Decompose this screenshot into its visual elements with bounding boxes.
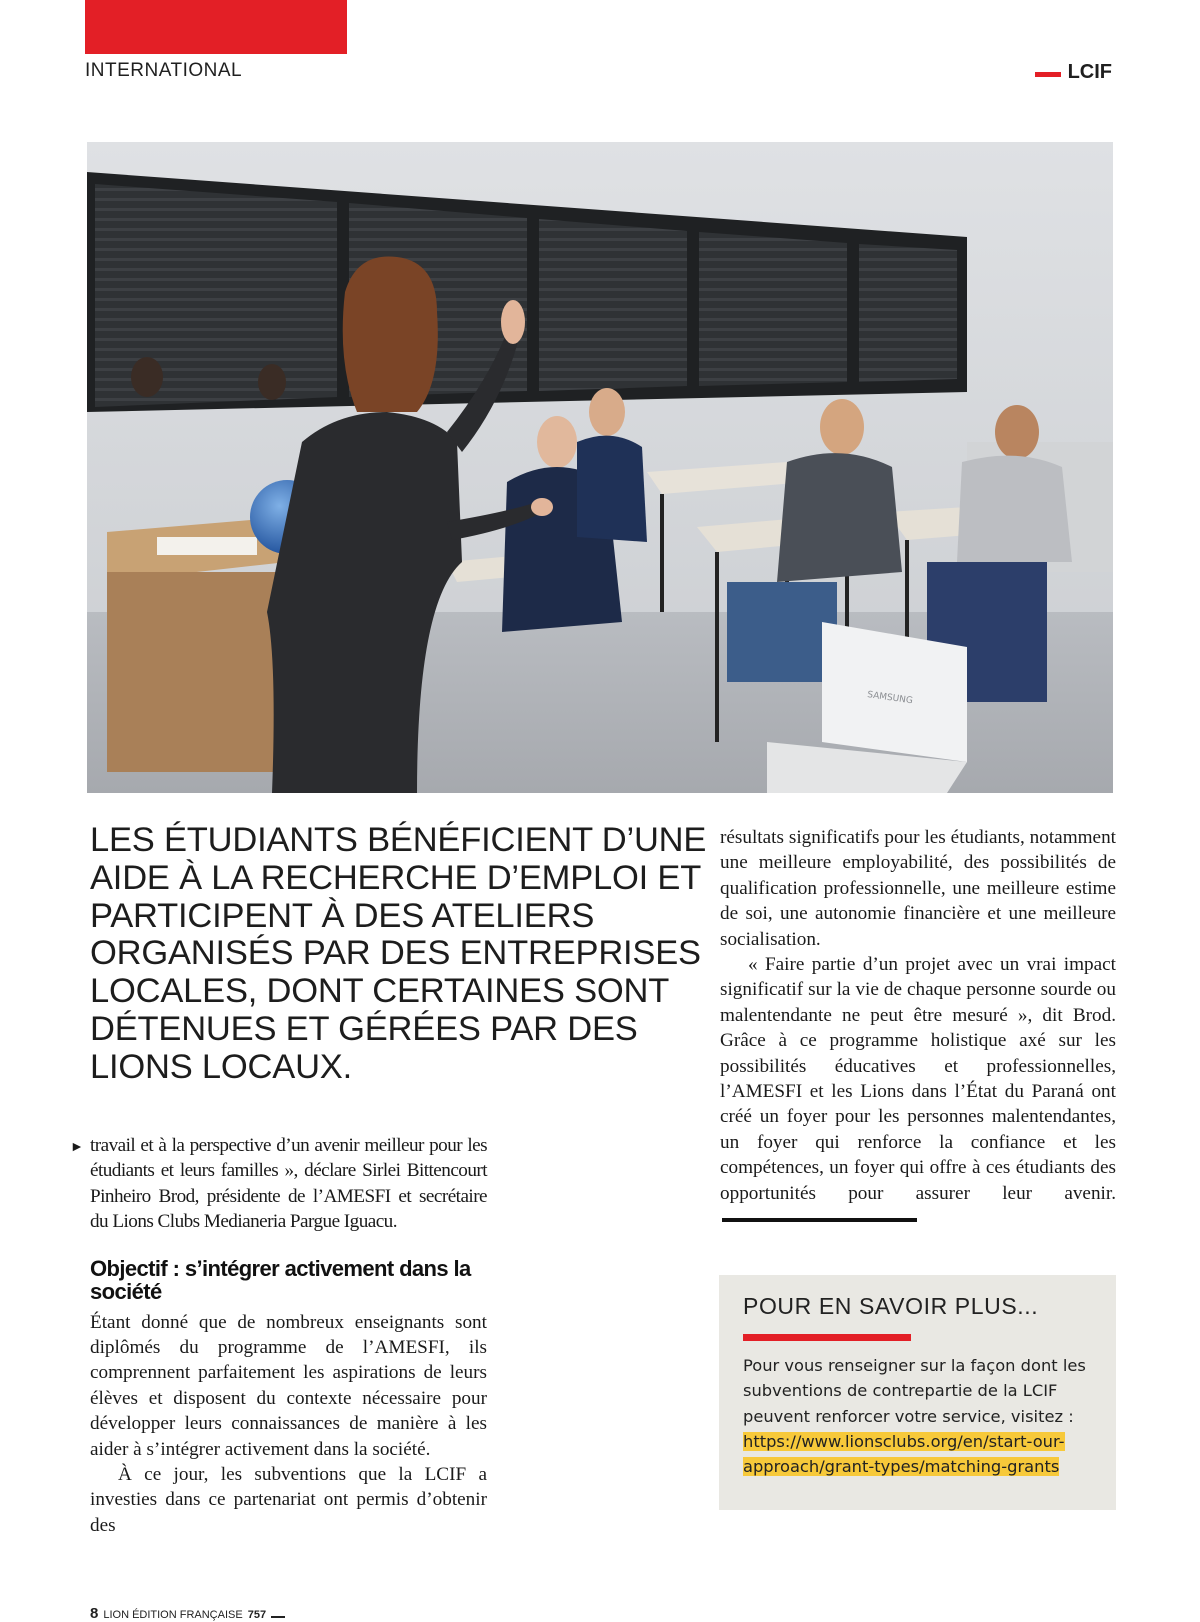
info-box-link[interactable]: https://www.lionsclubs.org/en/start-our-approach/grant-types/matching-grants xyxy=(743,1431,1065,1477)
pull-quote: LES ÉTUDIANTS BÉNÉFICIENT D’UNE AIDE À LA RECHERCHE D’EMPLOI ET PARTICIPENT À DES ATELIERS ORGANISÉS PAR DES ENTREPRISES LOCALES, DONT CERTAINES SONT DÉTENUES ET GÉRÉES PAR DES LIONS LOCAUX. xyxy=(90,821,707,1086)
brand-label xyxy=(1035,61,1112,84)
top-red-bar xyxy=(85,0,347,54)
info-box-title: POUR EN SAVOIR PLUS... xyxy=(743,1293,1039,1319)
footer-dash xyxy=(271,1616,285,1618)
classroom-illustration xyxy=(87,142,1113,793)
right-column xyxy=(720,825,1116,1232)
right-paragraph-2-text: « Faire partie d’un projet avec un vrai impact significatif sur la vie de chaque personne sourde ou malentendante ne peut être mesuré », dit Brod. Grâce à ce programme holistique axé sur les possibilités éducatives et professionnelles, l’AMESFI et les Lions dans l’État du Paraná ont créé un foyer pour les personnes malentendantes, un foyer qui renforce la confiance et les compétences, un foyer qui offre à ces étudiants des opportunités pour assurer leur avenir. xyxy=(720,954,1116,1204)
brand-dash xyxy=(1035,72,1061,77)
info-box-text xyxy=(743,1353,1093,1479)
publication-name: LION ÉDITION FRANÇAISE xyxy=(103,1609,243,1621)
article-end-rule xyxy=(722,1218,917,1222)
continuation-arrow-icon: ► xyxy=(70,1138,84,1154)
page-number: 8 xyxy=(90,1605,99,1622)
page-footer xyxy=(90,1605,285,1622)
info-box xyxy=(719,1275,1116,1510)
info-box-body: Pour vous renseigner sur la façon dont les subventions de contrepartie de la LCIF peuvent renforcer votre service, visitez : xyxy=(743,1356,1086,1426)
section-label: INTERNATIONAL xyxy=(85,60,243,81)
left-paragraph-1: Étant donné que de nombreux enseignants sont diplômés du programme de l’AMESFI, ils comprennent parfaitement les aspirations de leurs élèves et disposent du contexte nécessaire pour développer leurs connaissances de manière à les aider à s’intégrer activement dans la société. xyxy=(90,1311,487,1460)
right-paragraph-2 xyxy=(720,952,1116,1231)
left-column xyxy=(90,1133,487,1538)
info-box-rule xyxy=(743,1334,911,1341)
right-paragraph-1: résultats significatifs pour les étudiants, notamment une meilleure employabilité, des possibilités de qualification professionnelle, une meilleure estime de soi, une autonomie financière et une meilleure socialisation. xyxy=(720,827,1116,950)
issue-number: 757 xyxy=(247,1609,267,1621)
left-paragraph-2: À ce jour, les subventions que la LCIF a investies dans ce partenariat ont permis d’obtenir des xyxy=(90,1464,487,1536)
section-subhead: Objectif : s’intégrer activement dans la société xyxy=(90,1255,471,1304)
laptop-brand-text: SAMSUNG xyxy=(866,690,914,707)
brand-text: LCIF xyxy=(1067,61,1112,83)
classroom-photo xyxy=(87,142,1113,793)
left-continuation-paragraph: travail et à la perspective d’un avenir meilleur pour les étudiants et leurs familles », déclare Sirlei Bittencourt Pinheiro Brod, présidente de l’AMESFI et secrétaire du Lions Clubs Medianeria Pargue Iguacu. xyxy=(90,1135,487,1233)
